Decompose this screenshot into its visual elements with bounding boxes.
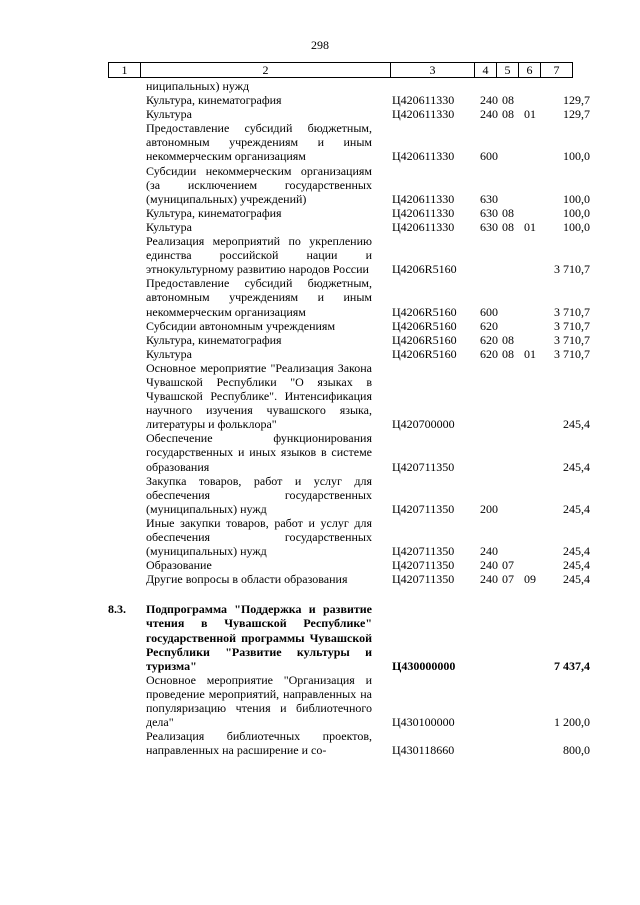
- row-amount: 100,0: [563, 149, 590, 164]
- row-code: Ц4206R5160: [392, 262, 457, 277]
- row-amount: 100,0: [563, 205, 590, 220]
- row-code: Ц430100000: [392, 715, 455, 730]
- row-name: Субсидии автономным учреждениям: [146, 318, 336, 333]
- table-row: [108, 729, 590, 757]
- row-amount: 129,7: [563, 93, 590, 108]
- row-amount: 245,4: [563, 572, 590, 587]
- table-row: [108, 361, 590, 431]
- row-code: Ц420611330: [392, 219, 455, 234]
- row-code: Ц430000000: [392, 658, 456, 673]
- row-name: Другие вопросы в области образования: [146, 572, 348, 587]
- row-code: Ц420700000: [392, 417, 455, 432]
- row-subsection: 01: [524, 107, 536, 122]
- row-name: Культура, кинематография: [146, 332, 282, 347]
- row-amount: 129,7: [563, 107, 590, 122]
- row-name: Реализация мероприятий по укреплению единства российской нации и этнокультурному развитию народов России: [146, 234, 372, 277]
- row-code: Ц420611330: [392, 93, 455, 108]
- row-number: 8.3.: [108, 602, 126, 617]
- table-row: [108, 516, 590, 558]
- row-name: Культура: [146, 107, 192, 122]
- table-row: [108, 431, 590, 473]
- row-name: Образование: [146, 558, 212, 573]
- row-amount: 800,0: [563, 743, 590, 758]
- row-section: 08: [502, 93, 514, 108]
- row-name: Основное мероприятие "Организация и проведение мероприятий, направленных на популяризацию чтения и библиотечного дела": [146, 672, 372, 730]
- table-header: [108, 62, 573, 78]
- row-expense-type: 240: [480, 572, 498, 587]
- header-col-5: 5: [497, 63, 519, 77]
- row-name: ниципальных) нужд: [146, 79, 250, 93]
- table-row: [108, 673, 590, 729]
- row-amount: 3 710,7: [554, 318, 590, 333]
- header-col-1: 1: [109, 63, 141, 77]
- row-amount: 245,4: [563, 417, 590, 432]
- row-expense-type: 620: [480, 318, 498, 333]
- row-name: Культура, кинематография: [146, 93, 282, 108]
- row-expense-type: 240: [480, 107, 498, 122]
- row-amount: 245,4: [563, 544, 590, 559]
- row-amount: 7 437,4: [554, 658, 590, 673]
- row-code: Ц420611330: [392, 205, 455, 220]
- row-code: Ц420711350: [392, 544, 455, 559]
- row-code: Ц420711350: [392, 572, 455, 587]
- page-number: 298: [311, 38, 329, 52]
- table-row: [108, 347, 590, 361]
- row-expense-type: 240: [480, 558, 498, 573]
- row-amount: 245,4: [563, 501, 590, 516]
- row-amount: 3 710,7: [554, 304, 590, 319]
- row-expense-type: 200: [480, 501, 498, 516]
- row-expense-type: 600: [480, 304, 498, 319]
- row-name: Культура: [146, 346, 192, 361]
- table-row: [108, 79, 590, 93]
- row-name: Культура, кинематография: [146, 205, 282, 220]
- table-row: [108, 602, 590, 672]
- row-section: 08: [502, 332, 514, 347]
- header-col-6: 6: [519, 63, 541, 77]
- table-row: [108, 164, 590, 206]
- row-code: Ц420711350: [392, 558, 455, 573]
- row-expense-type: 600: [480, 149, 498, 164]
- row-code: Ц420611330: [392, 191, 455, 206]
- row-code: Ц4206R5160: [392, 318, 457, 333]
- table-row: [108, 93, 590, 107]
- table-row: [108, 276, 590, 318]
- row-name: Культура: [146, 219, 192, 234]
- table-row: [108, 558, 590, 572]
- row-name: Закупка товаров, работ и услуг для обеспечения государственных (муниципальных) нужд: [146, 473, 372, 516]
- row-amount: 245,4: [563, 558, 590, 573]
- row-amount: 3 710,7: [554, 346, 590, 361]
- row-name: Субсидии некоммерческим организациям (за исключением государственных (муниципальных) учреждений): [146, 163, 372, 206]
- row-expense-type: 620: [480, 346, 498, 361]
- table-row: [108, 333, 590, 347]
- row-expense-type: 630: [480, 219, 498, 234]
- row-code: Ц420611330: [392, 107, 455, 122]
- row-code: Ц4206R5160: [392, 304, 457, 319]
- row-spacer: [108, 586, 590, 602]
- row-subsection: 01: [524, 346, 536, 361]
- row-expense-type: 630: [480, 205, 498, 220]
- row-code: Ц4206R5160: [392, 332, 457, 347]
- row-amount: 100,0: [563, 191, 590, 206]
- row-amount: 245,4: [563, 459, 590, 474]
- header-col-4: 4: [475, 63, 497, 77]
- row-amount: 3 710,7: [554, 332, 590, 347]
- row-code: Ц420711350: [392, 501, 455, 516]
- table-row: [108, 474, 590, 516]
- row-name: Подпрограмма "Поддержка и развитие чтения в Чувашской Республике" государственной программы Чувашской Республики "Развитие культуры и туризма": [146, 602, 372, 673]
- row-section: 08: [502, 205, 514, 220]
- row-section: 07: [502, 572, 514, 587]
- row-expense-type: 240: [480, 93, 498, 108]
- row-code: Ц4206R5160: [392, 346, 457, 361]
- row-code: Ц420711350: [392, 459, 455, 474]
- row-code: Ц420611330: [392, 149, 455, 164]
- row-expense-type: 240: [480, 544, 498, 559]
- row-subsection: 09: [524, 572, 536, 587]
- row-name: Основное мероприятие "Реализация Закона Чувашской Республики "О языках в Чувашской Республике". Интенсификация научного изучения чувашского языка, литературы и фольклора": [146, 360, 372, 432]
- row-amount: 100,0: [563, 219, 590, 234]
- table-row: [108, 107, 590, 121]
- row-section: 08: [502, 346, 514, 361]
- row-name: Предоставление субсидий бюджетным, автономным учреждениям и иным некоммерческим организациям: [146, 276, 372, 319]
- row-name: Иные закупки товаров, работ и услуг для обеспечения государственных (муниципальных) нужд: [146, 515, 372, 559]
- row-section: 08: [502, 107, 514, 122]
- row-name: Обеспечение функционирования государственных и иных языков в системе образования: [146, 431, 372, 474]
- row-expense-type: 630: [480, 191, 498, 206]
- table-row: [108, 220, 590, 234]
- table-row: [108, 206, 590, 220]
- header-col-3: 3: [391, 63, 475, 77]
- table-body: [108, 79, 590, 757]
- table-row: [108, 121, 590, 163]
- row-section: 07: [502, 558, 514, 573]
- row-subsection: 01: [524, 219, 536, 234]
- row-expense-type: 620: [480, 332, 498, 347]
- row-amount: 1 200,0: [554, 715, 590, 730]
- row-name: Реализация библиотечных проектов, направленных на расширение и со-: [146, 729, 372, 758]
- header-col-2: 2: [141, 63, 391, 77]
- row-name: Предоставление субсидий бюджетным, автономным учреждениям и иным некоммерческим организациям: [146, 121, 372, 164]
- table-row: [108, 572, 590, 586]
- row-amount: 3 710,7: [554, 262, 590, 277]
- header-col-7: 7: [553, 63, 560, 77]
- table-row: [108, 319, 590, 333]
- row-code: Ц430118660: [392, 743, 455, 758]
- table-row: [108, 234, 590, 276]
- row-section: 08: [502, 219, 514, 234]
